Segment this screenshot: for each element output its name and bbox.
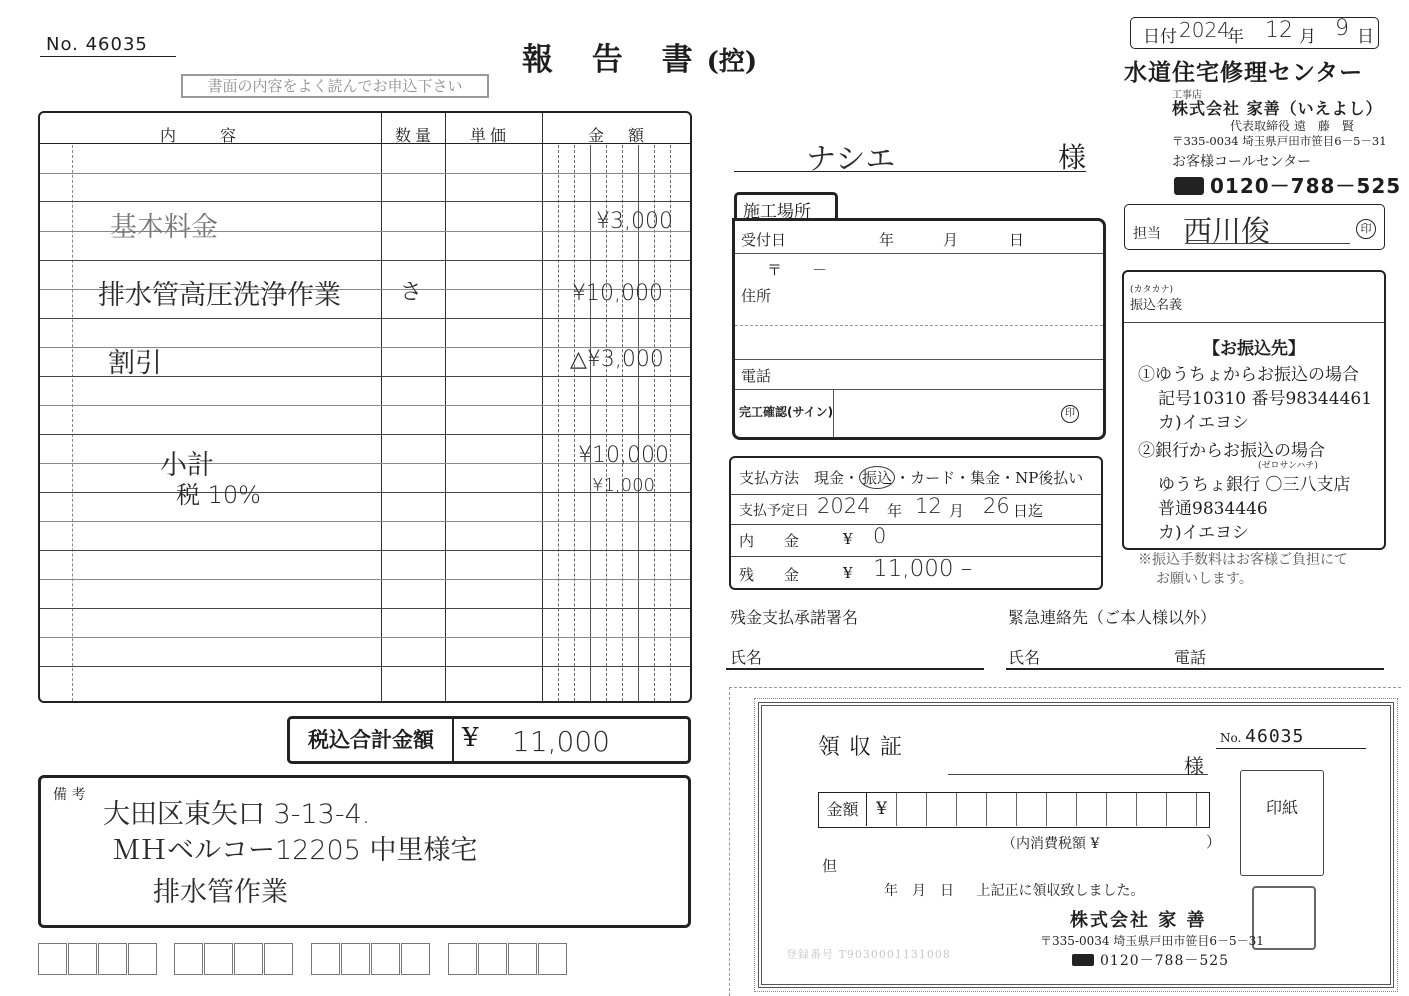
- date-year-suffix: 年: [1227, 27, 1244, 47]
- remarks-label: 備 考: [53, 787, 86, 803]
- promise-signature-label: 残金支払承諾署名: [730, 608, 859, 627]
- total-label: 税込合計金額: [290, 719, 454, 761]
- total-amount: 11,000: [512, 725, 610, 758]
- transfer-line: 記号10310 番号98344461: [1158, 389, 1373, 409]
- transfer-rule: [1124, 322, 1384, 323]
- date-day: 9: [1335, 16, 1349, 41]
- transfer-title: 【お振込先】: [1203, 339, 1305, 359]
- company-name: 水道住宅修理センター: [1124, 60, 1364, 86]
- code-box: [128, 943, 157, 975]
- receipt-tax-close: ）: [1206, 833, 1222, 851]
- row-rule: [40, 260, 690, 261]
- emergency-phone-label: 電話: [1174, 648, 1207, 667]
- received-label: 受付日: [741, 231, 787, 249]
- deposit-value: 0: [873, 524, 887, 548]
- receipt-number: [1220, 726, 1304, 747]
- due-month-suffix: 月: [949, 502, 965, 520]
- code-box: [38, 943, 67, 975]
- transfer-line: カ)イエヨシ: [1158, 523, 1249, 543]
- receipt-title: 領収証: [818, 735, 912, 760]
- row-rule: [40, 637, 690, 638]
- free-dial-icon: [1072, 954, 1094, 966]
- signer-line: [726, 668, 984, 670]
- remarks-line: 排水管作業: [153, 877, 288, 908]
- receipt-phone-number: 0120－788－525: [1100, 953, 1230, 969]
- total-box: [287, 716, 691, 764]
- code-box: [448, 943, 477, 975]
- receipt-no-value: 46035: [1245, 726, 1305, 747]
- staff-box: [1124, 204, 1385, 250]
- item-amount: △¥3,000: [570, 347, 664, 372]
- items-table: [38, 111, 692, 703]
- company-phone-number: 0120－788－525: [1210, 174, 1402, 198]
- transfer-fee-note: [1138, 551, 1348, 589]
- pay-rule: [731, 524, 1101, 525]
- company-address: 〒335-0034 埼玉県戸田市笹目6－5－31: [1172, 134, 1387, 148]
- title-text: 報 告 書: [522, 42, 707, 78]
- row-rule: [40, 608, 690, 609]
- signer-name-label: 氏名: [730, 648, 763, 667]
- tax-label: 税 10%: [176, 481, 261, 509]
- code-box: [538, 943, 567, 975]
- free-dial-icon: [1174, 177, 1204, 195]
- item-content: 割引: [108, 348, 162, 379]
- digit-cell: [987, 793, 1017, 826]
- digit-cell: [897, 793, 927, 826]
- transfer-box: [1122, 270, 1386, 550]
- document-number: No. 46035: [46, 34, 148, 55]
- note-line: お願いします。: [1156, 571, 1253, 587]
- received-year: 年: [879, 231, 895, 249]
- payment-method: [739, 466, 1083, 489]
- payment-box: [729, 456, 1103, 590]
- digit-cell: [927, 793, 957, 826]
- staff-name: 西川俊: [1183, 214, 1271, 248]
- receipt-yen: ¥: [867, 793, 897, 826]
- site-box: [732, 218, 1106, 440]
- transfer-name-label: 振込名義: [1130, 298, 1183, 313]
- page-title: [522, 34, 757, 79]
- row-rule: [40, 550, 690, 551]
- payment-methods-post: ・カード・集金・NP後払い: [895, 469, 1084, 487]
- date-month: 12: [1265, 18, 1293, 43]
- row-rule: [40, 173, 690, 174]
- margin-guide: [72, 145, 73, 701]
- receipt-company: 株式会社 家 善: [1070, 910, 1207, 931]
- deposit-label: 内 金: [739, 532, 800, 550]
- transfer-ruby: (ゼロサンハチ): [1258, 461, 1318, 471]
- note-line: ※振込手数料はお客様ご負担にて: [1138, 552, 1348, 568]
- payment-method-label: 支払方法: [739, 469, 800, 487]
- row-rule: [40, 521, 690, 522]
- phone-label: 電話: [741, 367, 772, 385]
- receipt-amount-box: [818, 792, 1210, 828]
- tax-amount: ¥1,000: [592, 475, 655, 496]
- payment-methods-pre: 現金・: [814, 469, 860, 487]
- date-year: 2024: [1179, 18, 1230, 42]
- received-month: 月: [943, 231, 959, 249]
- staff-label: 担当: [1133, 226, 1161, 242]
- digit-cell: [1107, 793, 1137, 826]
- receipt-phone: [1072, 950, 1229, 970]
- balance-yen: ¥: [843, 564, 853, 582]
- remarks-line: 大田区東矢口 3-13-4.: [103, 799, 371, 830]
- title-suffix: (控): [706, 47, 758, 77]
- date-label: 日付: [1143, 27, 1177, 47]
- transfer-line: 普通9834446: [1158, 499, 1268, 519]
- due-year-suffix: 年: [887, 502, 903, 520]
- row-rule: [40, 201, 690, 202]
- site-divider: [833, 389, 834, 437]
- code-box: [68, 943, 97, 975]
- seal-icon: 印: [1356, 219, 1376, 239]
- col-header-content: 内 容: [160, 126, 241, 145]
- row-rule: [40, 405, 690, 406]
- registration-number: 登録番号 T9030001131008: [786, 948, 951, 961]
- deposit-yen: ¥: [843, 530, 853, 548]
- remarks-line: ＭＨベルコー12205 中里様宅: [113, 835, 478, 866]
- receipt: [758, 702, 1394, 988]
- emergency-contact-label: 緊急連絡先（ご本人様以外）: [1008, 608, 1217, 627]
- company-kind: 工事店: [1172, 90, 1202, 101]
- digit-cell: [1137, 793, 1167, 826]
- row-rule: [40, 434, 690, 435]
- digit-cell: [1047, 793, 1077, 826]
- total-yen: ¥: [462, 723, 479, 753]
- revenue-stamp-box: 印紙: [1240, 770, 1324, 876]
- subtotal-label: 小計: [160, 450, 214, 481]
- due-month: 12: [915, 494, 942, 518]
- receipt-date-line: 年 月 日 上記正に領収致しました。: [884, 883, 1145, 899]
- call-center-label: お客様コールセンター: [1172, 154, 1312, 170]
- code-box: [371, 943, 400, 975]
- due-date-label: 支払予定日: [739, 503, 809, 519]
- company-rep: 代表取締役 遠 藤 賢: [1230, 119, 1354, 133]
- received-day: 日: [1009, 231, 1025, 249]
- receipt-customer-line: [948, 774, 1208, 775]
- read-notice: 書面の内容をよく読んでお申込下さい: [181, 74, 489, 98]
- remarks-box: [38, 775, 691, 928]
- digit-cell: [1077, 793, 1107, 826]
- code-box: [174, 943, 203, 975]
- code-box: [478, 943, 507, 975]
- kana-note: (カタカナ): [1130, 285, 1174, 295]
- code-box: [234, 943, 263, 975]
- code-box: [98, 943, 127, 975]
- code-box: [204, 943, 233, 975]
- emergency-line: [1006, 668, 1384, 670]
- receipt-amount-label: 金額: [819, 793, 867, 826]
- row-rule: [40, 666, 690, 667]
- digit-cell: [1017, 793, 1047, 826]
- item-content: 基本料金: [110, 212, 218, 243]
- amount-digit-guide: [590, 145, 591, 701]
- item-amount: ¥10,000: [572, 281, 663, 306]
- receipt-address: 〒335-0034 埼玉県戸田市笹目6－5－31: [1040, 934, 1264, 948]
- date-box: [1130, 17, 1379, 49]
- balance-label: 残 金: [739, 566, 800, 584]
- payment-method-selected: 振込: [859, 466, 895, 489]
- code-box: [264, 943, 293, 975]
- date-day-suffix: 日: [1357, 27, 1374, 47]
- receipt-no-underline: [1216, 748, 1366, 749]
- customer-honorific: 様: [1057, 141, 1086, 174]
- receipt-honorific: 様: [1184, 754, 1204, 778]
- staff-underline: [1185, 243, 1350, 244]
- seal-icon: 印: [1061, 405, 1079, 423]
- transfer-line: ①ゆうちょからお振込の場合: [1138, 365, 1359, 385]
- receipt-tax: （内消費税額 ¥: [1002, 836, 1100, 852]
- item-amount: ¥3,000: [596, 209, 673, 234]
- digit-cell: [1167, 793, 1197, 826]
- subtotal-amount: ¥10,000: [578, 443, 669, 468]
- col-header-amount: 金 額: [588, 126, 649, 145]
- transfer-line: ②銀行からお振込の場合: [1138, 441, 1325, 461]
- code-box: [311, 943, 340, 975]
- site-dashed-rule: [735, 325, 1103, 326]
- item-qty: さ: [400, 280, 423, 305]
- receipt-purpose-label: 但: [822, 857, 838, 875]
- col-header-unit-price: 単価: [470, 126, 511, 145]
- confirm-label: 完工確認(サイン): [739, 405, 834, 419]
- code-box: [401, 943, 430, 975]
- company-phone: [1174, 170, 1401, 199]
- header-rule: [40, 143, 690, 144]
- item-content: 排水管高圧洗浄作業: [98, 280, 341, 311]
- amount-digit-guide: [574, 145, 575, 701]
- code-box: [341, 943, 370, 975]
- company-corp: 株式会社 家善（いえよし）: [1172, 99, 1383, 118]
- customer-name-line: [734, 136, 1086, 177]
- due-year: 2024: [817, 494, 871, 518]
- site-rule: [735, 253, 1103, 254]
- address-label: 住所: [741, 287, 772, 305]
- due-day-suffix: 日迄: [1013, 502, 1044, 520]
- postal-mark: 〒 －: [767, 261, 828, 279]
- receipt-no-label: No.: [1220, 731, 1242, 745]
- balance-value: 11,000 –: [873, 556, 973, 582]
- document-number-underline: [40, 56, 176, 57]
- amount-digit-guide: [558, 145, 559, 701]
- digit-cell: [957, 793, 987, 826]
- site-rule: [735, 389, 1103, 390]
- date-month-suffix: 月: [1299, 27, 1316, 47]
- due-day: 26: [983, 494, 1010, 518]
- row-rule: [40, 318, 690, 319]
- site-tab: 施工場所: [734, 192, 838, 220]
- row-rule: [40, 579, 690, 580]
- col-header-qty: 数量: [395, 126, 436, 145]
- transfer-line: カ)イエヨシ: [1158, 413, 1249, 433]
- site-rule: [735, 359, 1103, 360]
- code-box: [508, 943, 537, 975]
- transfer-line: ゆうちょ銀行 〇三八支店: [1158, 475, 1351, 495]
- emergency-name-label: 氏名: [1008, 648, 1041, 667]
- customer-name: ナシエ: [806, 142, 896, 177]
